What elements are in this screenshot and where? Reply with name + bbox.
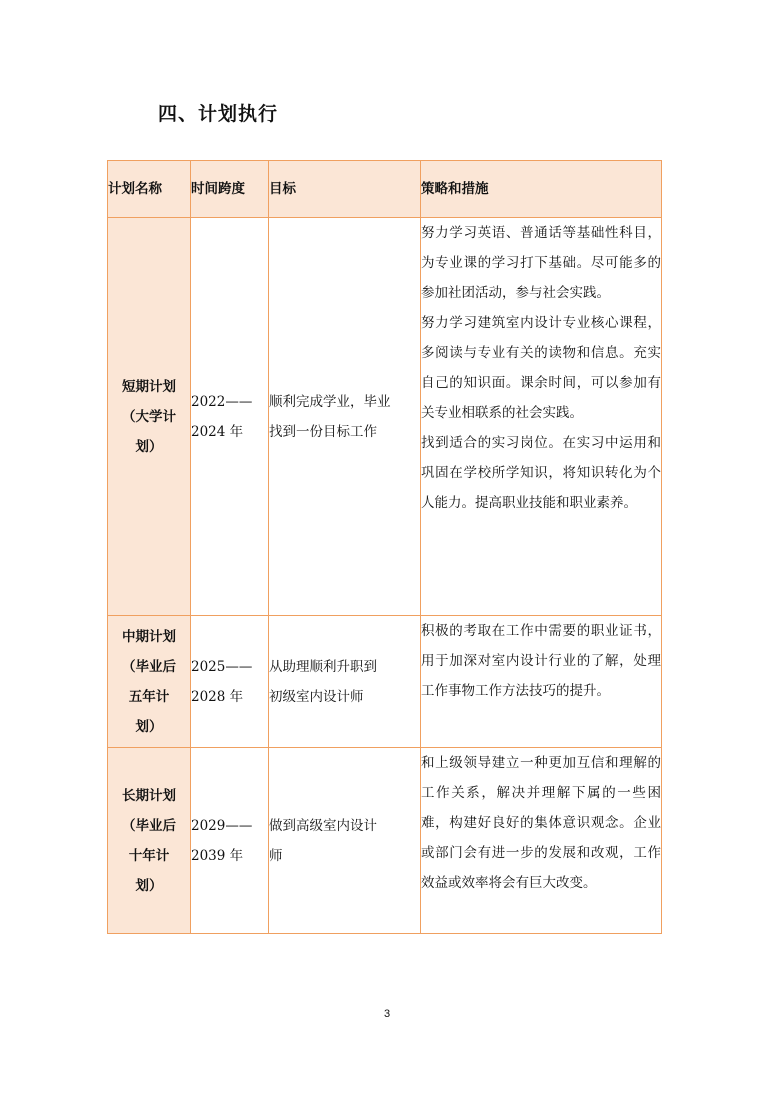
table-row xyxy=(108,616,662,748)
goal-cell xyxy=(269,616,421,748)
section-title: 四、计划执行 xyxy=(158,103,279,125)
plan-name-line: （毕业后 xyxy=(122,658,176,675)
strategy-paragraph: 努力学习英语、普通话等基础性科目，为专业课的学习打下基础。尽可能多的参加社团活动，参与社会实践。 xyxy=(421,225,661,301)
header-plan-name: 计划名称 xyxy=(108,161,191,218)
strategy-cell xyxy=(421,748,662,934)
plan-name-cell xyxy=(108,616,191,748)
plan-table xyxy=(107,160,662,934)
table-row xyxy=(108,218,662,616)
strategy-cell xyxy=(421,616,662,748)
time-span-line: 2029—— xyxy=(191,817,253,834)
plan-name-line: （大学计 xyxy=(122,408,176,425)
plan-name-line: 划） xyxy=(135,438,163,455)
strategy-paragraph: 和上级领导建立一种更加互信和理解的工作关系，解决并理解下属的一些困难，构建好良好的集体意识观念。企业或部门会有进一步的发展和改观，工作效益或效率将会有巨大改变。 xyxy=(421,755,661,891)
plan-name-line: 十年计 xyxy=(128,847,170,864)
time-span-cell xyxy=(191,218,269,616)
time-span-line: 2025—— xyxy=(191,658,253,675)
table-header-row xyxy=(108,161,662,218)
header-time-span: 时间跨度 xyxy=(191,161,269,218)
goal-line: 做到高级室内设计 xyxy=(269,817,377,834)
plan-name-line: 中期计划 xyxy=(122,628,176,645)
goal-line: 初级室内设计师 xyxy=(269,688,364,705)
header-goal: 目标 xyxy=(269,161,421,218)
strategy-paragraph: 积极的考取在工作中需要的职业证书，用于加深对室内设计行业的了解，处理工作事物工作方法技巧的提升。 xyxy=(421,623,661,699)
strategy-cell xyxy=(421,218,662,616)
time-span-line: 2022—— xyxy=(191,393,253,410)
goal-cell xyxy=(269,748,421,934)
goal-line: 找到一份目标工作 xyxy=(269,423,377,440)
strategy-paragraph: 找到适合的实习岗位。在实习中运用和巩固在学校所学知识，将知识转化为个人能力。提高职业技能和职业素养。 xyxy=(421,435,661,511)
goal-line: 顺利完成学业，毕业 xyxy=(269,393,391,410)
time-span-line: 2028 年 xyxy=(191,688,244,705)
time-span-line: 2024 年 xyxy=(191,423,244,440)
goal-line: 师 xyxy=(269,847,283,864)
table-row xyxy=(108,748,662,934)
time-span-line: 2039 年 xyxy=(191,847,244,864)
plan-name-line: 划） xyxy=(135,718,163,735)
strategy-paragraph: 努力学习建筑室内设计专业核心课程，多阅读与专业有关的读物和信息。充实自己的知识面。课余时间，可以参加有关专业相联系的社会实践。 xyxy=(421,315,661,421)
plan-name-line: 划） xyxy=(135,877,163,894)
header-strategy: 策略和措施 xyxy=(421,161,662,218)
plan-name-cell xyxy=(108,218,191,616)
plan-name-line: 五年计 xyxy=(128,688,170,705)
page-number: 3 xyxy=(383,1008,391,1020)
time-span-cell xyxy=(191,616,269,748)
plan-name-line: 长期计划 xyxy=(122,787,176,804)
time-span-cell xyxy=(191,748,269,934)
goal-line: 从助理顺利升职到 xyxy=(269,658,377,675)
plan-name-cell xyxy=(108,748,191,934)
plan-name-line: （毕业后 xyxy=(122,817,176,834)
goal-cell xyxy=(269,218,421,616)
plan-name-line: 短期计划 xyxy=(122,378,176,395)
